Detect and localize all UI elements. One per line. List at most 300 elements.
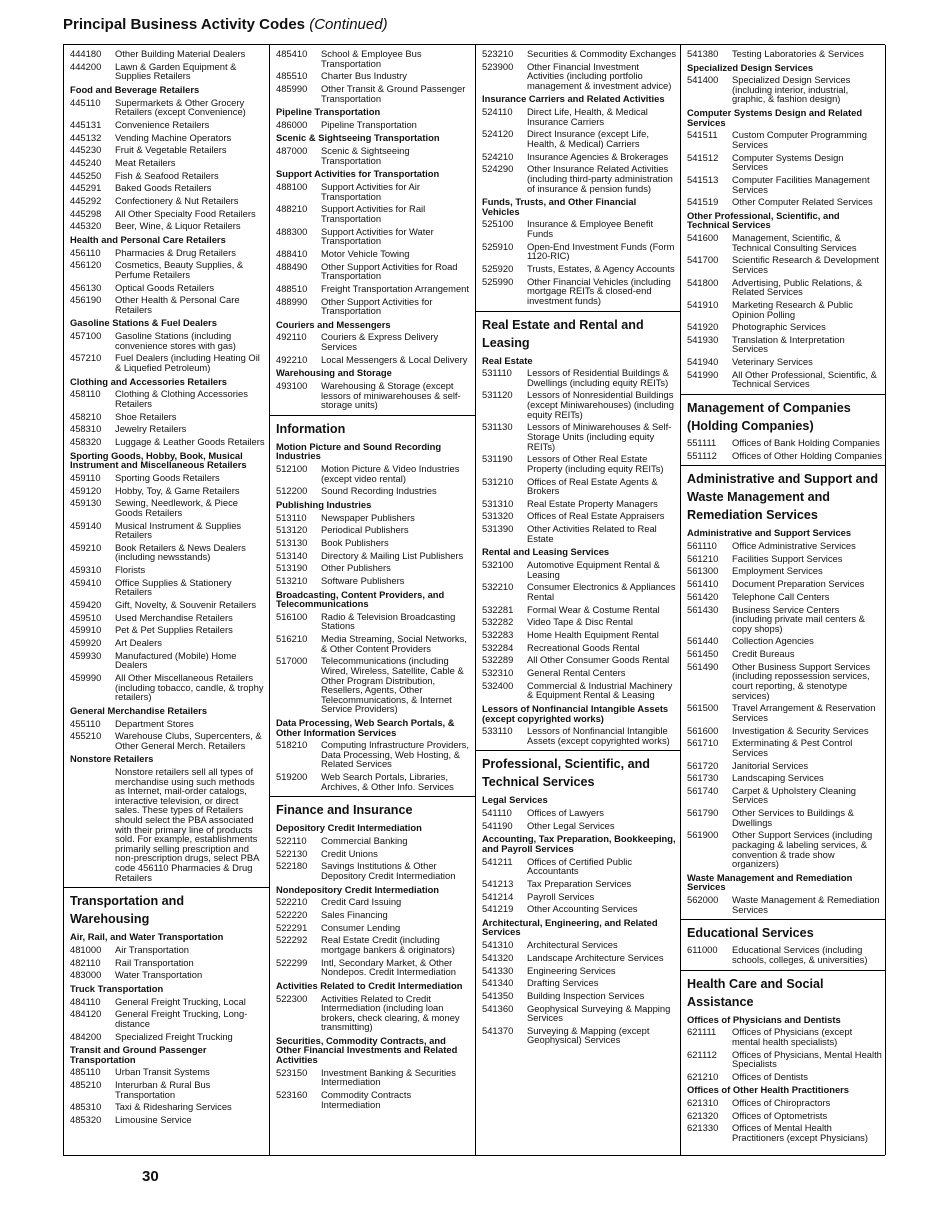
activity-code: 488410	[276, 247, 308, 259]
code-entry	[269, 612, 475, 631]
code-entry	[269, 897, 475, 907]
code-entry	[63, 1080, 269, 1099]
activity-description: Computing Infrastructure Providers, Data Processing, Web Hosting, & Related Services	[321, 739, 469, 770]
code-entry	[63, 565, 269, 575]
activity-description: Offices of Real Estate Appraisers	[527, 510, 665, 522]
code-entry	[680, 830, 885, 868]
activity-code: 445298	[70, 207, 102, 219]
activity-description: Engineering Services	[527, 964, 616, 976]
activity-code: 481000	[70, 943, 102, 955]
activity-code: 459510	[70, 611, 102, 623]
activity-code: 482110	[70, 956, 101, 968]
activity-code: 445292	[70, 194, 102, 206]
activity-description: Telephone Call Centers	[732, 590, 830, 602]
activity-description: Other Building Material Dealers	[115, 48, 246, 59]
code-entry	[63, 958, 269, 968]
subsection-heading: Scenic & Sightseeing Transportation	[276, 132, 440, 144]
code-entry	[63, 133, 269, 143]
code-entry	[475, 655, 680, 665]
code-entry	[63, 295, 269, 314]
activity-description: Other Accounting Services	[527, 903, 638, 915]
code-entry	[680, 370, 885, 389]
code-entry	[680, 895, 885, 914]
subsection-heading: Truck Transportation	[70, 982, 164, 994]
code-entry	[63, 283, 269, 293]
code-entry	[680, 1098, 885, 1108]
activity-description: Offices of Lawyers	[527, 807, 604, 819]
code-entry	[680, 761, 885, 771]
code-entry	[269, 634, 475, 653]
code-entry	[475, 454, 680, 473]
activity-description: Intl, Secondary Market, & Other Nondepos. Credit Intermediation	[321, 956, 456, 978]
code-entry	[63, 49, 269, 59]
activity-code: 459920	[70, 637, 102, 649]
column-rule	[475, 45, 476, 1155]
code-entry	[475, 511, 680, 521]
activity-description: Marketing Research & Public Opinion Polling	[732, 298, 853, 320]
activity-description: Jewelry Retailers	[115, 423, 187, 435]
code-entry	[680, 49, 885, 59]
subsection-heading: Pipeline Transportation	[276, 106, 381, 118]
activity-code: 561730	[687, 772, 719, 784]
activity-description: Investigation & Security Services	[732, 724, 869, 736]
code-entry	[63, 260, 269, 279]
activity-description: Pipeline Transportation	[321, 118, 417, 130]
activity-description: Home Health Equipment Rental	[527, 628, 659, 640]
code-entry	[63, 638, 269, 648]
sector-heading: Management of Companies (Holding Companies)	[680, 394, 885, 435]
activity-code: 445250	[70, 169, 102, 181]
activity-code: 621111	[687, 1026, 717, 1038]
activity-code: 455110	[70, 717, 101, 729]
subsection-heading: General Merchandise Retailers	[70, 704, 208, 716]
code-entry	[475, 991, 680, 1001]
activity-code: 483000	[70, 969, 102, 981]
activity-description: Offices of Real Estate Agents & Brokers	[527, 475, 658, 497]
code-entry	[63, 970, 269, 980]
activity-code: 456130	[70, 281, 102, 293]
activity-description: Other Insurance Related Activities (including third-party administration of insurance & pension funds)	[527, 163, 673, 194]
activity-code: 561720	[687, 759, 719, 771]
code-entry	[680, 175, 885, 194]
activity-code: 561500	[687, 702, 719, 714]
activity-code: 541990	[687, 368, 719, 380]
activity-code: 492110	[276, 331, 307, 343]
code-entry	[680, 773, 885, 783]
code-entry	[269, 249, 475, 259]
activity-description: Support Activities for Air Transportation	[321, 181, 420, 202]
code-entry	[63, 120, 269, 130]
activity-description: Lessors of Nonfinancial Intangible Assets (except copyrighted works)	[527, 725, 670, 746]
code-entry	[680, 1111, 885, 1121]
code-entry	[269, 464, 475, 483]
activity-description: Sewing, Needlework, & Piece Goods Retailers	[115, 497, 238, 518]
subsection-heading: Other Professional, Scientific, and Technical Services	[687, 209, 840, 231]
subsection-heading: Offices of Physicians and Dentists	[687, 1013, 841, 1025]
activity-code: 458320	[70, 435, 102, 447]
activity-description: Vending Machine Operators	[115, 131, 232, 143]
subsection-heading: Data Processing, Web Search Portals, & Other Information Services	[276, 717, 455, 738]
activity-code: 522300	[276, 992, 308, 1004]
activity-code: 541910	[687, 298, 719, 310]
activity-description: Management, Scientific, & Technical Consulting Services	[732, 232, 857, 253]
code-entry	[475, 808, 680, 818]
code-entry	[63, 183, 269, 193]
code-entry	[269, 120, 475, 130]
code-entry	[269, 923, 475, 933]
code-entry	[63, 486, 269, 496]
code-entry	[269, 204, 475, 223]
subsection-heading: Securities, Commodity Contracts, and Other Financial Investments and Related Activities	[276, 1034, 458, 1066]
code-entry	[63, 196, 269, 206]
activity-description: Lessors of Other Real Estate Property (including equity REITs)	[527, 453, 664, 474]
code-entry	[269, 740, 475, 769]
activity-code: 516100	[276, 610, 308, 622]
code-entry	[63, 437, 269, 447]
code-entry	[475, 726, 680, 745]
activity-code: 541380	[687, 48, 719, 59]
activity-description: Securities & Commodity Exchanges	[527, 48, 677, 59]
activity-description: Real Estate Credit (including mortgage bankers & originators)	[321, 934, 455, 955]
activity-description: Taxi & Ridesharing Services	[115, 1101, 232, 1113]
activity-description: Building Inspection Services	[527, 989, 645, 1001]
code-entry	[269, 146, 475, 165]
code-entry	[63, 578, 269, 597]
activity-code: 561440	[687, 635, 719, 647]
activity-code: 485410	[276, 48, 308, 59]
activity-description: Other Transit & Ground Passenger Transportation	[321, 82, 466, 104]
activity-description: Automotive Equipment Rental & Leasing	[527, 559, 660, 580]
code-entry	[475, 681, 680, 700]
activity-description: Art Dealers	[115, 637, 162, 649]
activity-description: Other Publishers	[321, 562, 391, 574]
code-entry	[63, 651, 269, 670]
activity-code: 523150	[276, 1066, 308, 1078]
activity-description: Other Health & Personal Care Retailers	[115, 294, 240, 315]
activity-description: Gift, Novelty, & Souvenir Retailers	[115, 599, 257, 611]
activity-description: Cosmetics, Beauty Supplies, & Perfume Retailers	[115, 259, 244, 280]
activity-code: 524110	[482, 106, 513, 118]
activity-description: Veterinary Services	[732, 356, 813, 368]
activity-code: 455210	[70, 730, 102, 742]
activity-code: 621310	[687, 1097, 719, 1109]
activity-description: Baked Goods Retailers	[115, 182, 212, 194]
code-entry	[63, 731, 269, 750]
activity-description: Offices of Certified Public Accountants	[527, 855, 633, 877]
code-entry	[680, 1027, 885, 1046]
subsection-heading: Nondepository Credit Intermediation	[276, 883, 440, 895]
activity-code: 531310	[482, 497, 514, 509]
activity-description: Convenience Retailers	[115, 118, 210, 130]
activity-code: 541310	[482, 939, 514, 951]
subsection-heading: Waste Management and Remediation Services	[687, 871, 853, 893]
activity-description: General Rental Centers	[527, 667, 626, 679]
activity-description: Credit Bureaus	[732, 648, 795, 660]
activity-code-table	[63, 44, 885, 1156]
code-entry	[475, 582, 680, 601]
activity-code: 621330	[687, 1122, 719, 1134]
activity-code: 459120	[70, 484, 102, 496]
code-entry	[269, 284, 475, 294]
activity-description: General Freight Trucking, Local	[115, 995, 246, 1007]
activity-code: 524120	[482, 128, 514, 140]
activity-code: 541213	[482, 877, 514, 889]
activity-description: Support Activities for Water Transportation	[321, 225, 434, 247]
code-entry	[680, 738, 885, 757]
code-entry	[63, 221, 269, 231]
activity-description: Other Support Activities for Transportation	[321, 295, 433, 317]
activity-description: Limousine Service	[115, 1114, 192, 1126]
page-title-text: Principal Business Activity Codes	[63, 16, 306, 33]
code-entry	[63, 1009, 269, 1028]
activity-description: Insurance & Employee Benefit Funds	[527, 218, 654, 240]
activity-description: Directory & Mailing List Publishers	[321, 549, 464, 561]
activity-code: 458310	[70, 423, 102, 435]
activity-description: Activities Related to Credit Intermediation (including loan brokers, check clearing, & money transmitting)	[321, 992, 460, 1033]
activity-description: Exterminating & Pest Control Services	[732, 737, 853, 758]
activity-description: Department Stores	[115, 717, 194, 729]
activity-description: Other Activities Related to Real Estate	[527, 523, 657, 544]
activity-code: 541600	[687, 232, 719, 244]
code-entry	[475, 630, 680, 640]
activity-code: 445320	[70, 220, 102, 232]
subsection-heading: Activities Related to Credit Intermediation	[276, 979, 463, 991]
activity-code: 444200	[70, 60, 102, 72]
code-entry	[269, 262, 475, 281]
subsection-heading: Computer Systems Design and Related Services	[687, 107, 863, 128]
activity-code: 531110	[482, 367, 512, 379]
subsection-heading: Clothing and Accessories Retailers	[70, 375, 227, 387]
activity-description: Warehousing & Storage (except lessors of miniwarehouses & self-storage units)	[321, 379, 461, 411]
activity-code: 513190	[276, 562, 308, 574]
activity-code: 487000	[276, 145, 308, 157]
activity-code: 485320	[70, 1114, 102, 1126]
code-entry	[63, 1102, 269, 1112]
activity-description: Other Financial Investment Activities (including portfolio management & investment advice)	[527, 60, 672, 91]
code-entry	[475, 1004, 680, 1023]
activity-code: 459210	[70, 541, 102, 553]
page-title	[63, 16, 388, 33]
activity-code: 532283	[482, 628, 514, 640]
activity-description: Consumer Lending	[321, 921, 401, 933]
code-entry	[680, 1072, 885, 1082]
activity-code: 532282	[482, 616, 514, 628]
activity-description: All Other Consumer Goods Rental	[527, 654, 670, 666]
code-entry	[475, 904, 680, 914]
activity-description: Interurban & Rural Bus Transportation	[115, 1079, 211, 1100]
activity-description: Lessors of Nonresidential Buildings (except Miniwarehouses) (including equity REITs)	[527, 389, 674, 420]
activity-code: 488210	[276, 203, 308, 215]
activity-description: Confectionery & Nut Retailers	[115, 194, 239, 206]
code-entry	[475, 107, 680, 126]
activity-description: Other Computer Related Services	[732, 196, 873, 208]
activity-code: 513110	[276, 511, 307, 523]
activity-code: 541219	[482, 903, 514, 915]
activity-code: 541320	[482, 951, 514, 963]
activity-description: Optical Goods Retailers	[115, 281, 215, 293]
activity-description: Newspaper Publishers	[321, 511, 415, 523]
activity-description: Business Service Centers (including private mail centers & copy shops)	[732, 603, 865, 634]
activity-description: Motor Vehicle Towing	[321, 247, 410, 259]
subsection-heading: Depository Credit Intermediation	[276, 822, 422, 834]
code-entry	[680, 636, 885, 646]
activity-description: Other Legal Services	[527, 819, 615, 831]
code-entry	[680, 357, 885, 367]
activity-code: 541400	[687, 74, 719, 86]
activity-code: 561740	[687, 784, 719, 796]
code-entry	[63, 719, 269, 729]
activity-description: Photographic Services	[732, 321, 826, 333]
activity-code: 484110	[70, 995, 101, 1007]
code-entry	[269, 849, 475, 859]
code-entry	[269, 381, 475, 410]
subsection-heading: Specialized Design Services	[687, 61, 814, 73]
activity-code: 541511	[687, 129, 718, 141]
code-entry	[680, 278, 885, 297]
activity-description: Landscaping Services	[732, 772, 824, 784]
activity-description: Specialized Freight Trucking	[115, 1030, 233, 1042]
activity-code: 522180	[276, 860, 308, 872]
activity-description: All Other Professional, Scientific, & Technical Services	[732, 368, 877, 390]
activity-code: 532289	[482, 654, 514, 666]
activity-code: 488490	[276, 260, 308, 272]
code-entry	[63, 673, 269, 702]
activity-description: Sporting Goods Retailers	[115, 471, 220, 483]
activity-code: 621320	[687, 1109, 719, 1121]
activity-description: Computer Systems Design Services	[732, 151, 844, 173]
activity-code: 541513	[687, 173, 719, 185]
activity-description: Other Business Support Services (including repossession services, court reporting, & stenotype services)	[732, 660, 871, 701]
subsection-heading: Administrative and Support Services	[687, 527, 852, 539]
code-entry	[63, 473, 269, 483]
activity-description: Commercial & Industrial Machinery & Equipment Rental & Leasing	[527, 679, 673, 701]
code-entry	[63, 1067, 269, 1077]
code-entry	[63, 1032, 269, 1042]
code-entry	[63, 613, 269, 623]
code-entry	[475, 643, 680, 653]
activity-description: Drafting Services	[527, 977, 599, 989]
activity-description: Telecommunications (including Wired, Wireless, Satellite, Cable & Other Program Distribution, Resellers, Agents, Other Telecommunications, & Internet Service Providers)	[321, 655, 464, 715]
code-entry	[680, 592, 885, 602]
activity-code: 518210	[276, 739, 308, 751]
activity-description: Surveying & Mapping (except Geophysical) Services	[527, 1024, 650, 1046]
activity-description: Other Support Services (including packaging & labeling services, & convention & trade show organizers)	[732, 829, 873, 870]
activity-code: 485110	[70, 1066, 101, 1078]
subsection-heading: Funds, Trusts, and Other Financial Vehicles	[482, 196, 637, 217]
activity-code: 611000	[687, 944, 718, 956]
activity-code: 525990	[482, 275, 514, 287]
activity-code: 532400	[482, 679, 514, 691]
subsection-heading: Rental and Leasing Services	[482, 546, 610, 558]
activity-description: Office Administrative Services	[732, 540, 856, 552]
code-entry	[680, 75, 885, 104]
code-entry	[680, 233, 885, 252]
activity-description: Periodical Publishers	[321, 524, 409, 536]
subsection-heading: Real Estate	[482, 354, 533, 366]
activity-code: 523210	[482, 48, 514, 59]
code-entry	[475, 164, 680, 193]
activity-code: 485210	[70, 1079, 102, 1091]
code-entry	[269, 513, 475, 523]
activity-description: Landscape Architecture Services	[527, 951, 664, 963]
activity-description: Commodity Contracts Intermediation	[321, 1089, 412, 1110]
activity-description: Scenic & Sightseeing Transportation	[321, 145, 410, 166]
activity-description: Scientific Research & Development Services	[732, 254, 879, 275]
activity-description: Florists	[115, 564, 146, 576]
code-entry	[269, 551, 475, 561]
activity-code: 493100	[276, 379, 308, 391]
activity-description: Sound Recording Industries	[321, 485, 437, 497]
activity-description: Manufactured (Mobile) Home Dealers	[115, 649, 237, 671]
activity-code: 522210	[276, 896, 308, 908]
activity-code: 562000	[687, 894, 719, 906]
activity-description: Charter Bus Industry	[321, 70, 407, 82]
code-entry	[680, 726, 885, 736]
code-entry	[475, 1026, 680, 1045]
subsection-heading: Food and Beverage Retailers	[70, 83, 200, 95]
code-entry	[680, 322, 885, 332]
activity-description: Computer Facilities Management Services	[732, 173, 870, 195]
activity-description: Insurance Agencies & Brokerages	[527, 150, 669, 162]
activity-description: Water Transportation	[115, 969, 203, 981]
activity-description: Web Search Portals, Libraries, Archives, & Other Info. Services	[321, 771, 454, 792]
code-entry	[269, 71, 475, 81]
code-entry	[680, 197, 885, 207]
code-entry	[680, 945, 885, 964]
code-entry	[475, 390, 680, 419]
activity-code: 513210	[276, 575, 308, 586]
code-entry	[269, 227, 475, 246]
subsection-heading: Broadcasting, Content Providers, and Telecommunications	[276, 588, 445, 610]
activity-code: 519200	[276, 771, 308, 783]
activity-code: 561790	[687, 807, 719, 819]
activity-description: Local Messengers & Local Delivery	[321, 353, 468, 365]
activity-code: 522110	[276, 835, 307, 847]
activity-code: 486000	[276, 118, 308, 130]
activity-code: 525910	[482, 240, 514, 252]
code-entry	[475, 499, 680, 509]
activity-code: 541190	[482, 819, 513, 831]
code-entry	[269, 563, 475, 573]
activity-description: Offices of Mental Health Practitioners (except Physicians)	[732, 1122, 868, 1144]
activity-code: 459990	[70, 672, 102, 684]
activity-description: Offices of Physicians, Mental Health Specialists	[732, 1048, 882, 1070]
code-entry	[269, 332, 475, 351]
code-entry	[475, 242, 680, 261]
activity-code: 551111	[687, 437, 717, 449]
activity-code: 445110	[70, 96, 101, 108]
activity-code: 561900	[687, 829, 719, 841]
activity-code: 488990	[276, 295, 308, 307]
activity-description: Geophysical Surveying & Mapping Services	[527, 1002, 671, 1024]
activity-code: 541519	[687, 196, 719, 208]
activity-code: 541330	[482, 964, 514, 976]
activity-code: 485310	[70, 1101, 102, 1113]
activity-description: Motion Picture & Video Industries (except video rental)	[321, 463, 460, 484]
code-entry	[63, 498, 269, 517]
code-entry	[63, 171, 269, 181]
activity-code: 459310	[70, 564, 102, 576]
activity-code: 541350	[482, 989, 514, 1001]
activity-description: Lawn & Garden Equipment & Supplies Retailers	[115, 60, 237, 82]
activity-code: 512100	[276, 463, 308, 474]
activity-description: Warehouse Clubs, Supercenters, & Other General Merch. Retailers	[115, 730, 262, 751]
activity-code: 551112	[687, 449, 717, 461]
code-entry	[63, 389, 269, 408]
code-entry	[475, 978, 680, 988]
activity-description: Offices of Chiropractors	[732, 1097, 831, 1109]
page-title-suffix: (Continued)	[309, 16, 388, 33]
